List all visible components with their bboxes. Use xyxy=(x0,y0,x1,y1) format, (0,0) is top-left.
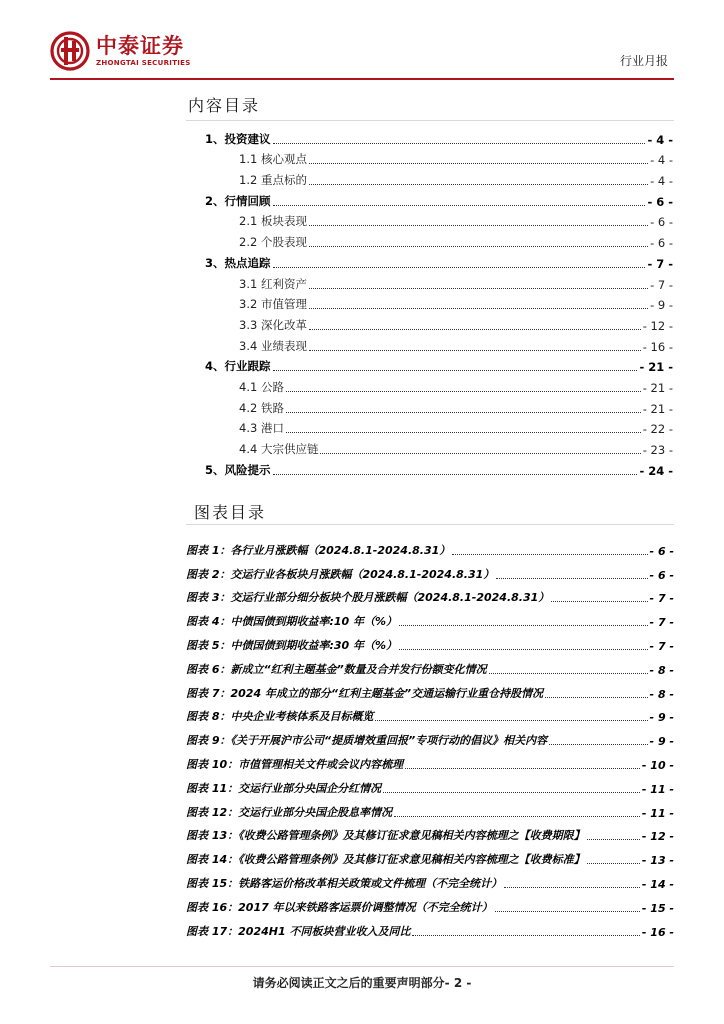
figure-entry-page: - 9 - xyxy=(649,735,674,749)
figure-entry-page: - 7 - xyxy=(649,639,674,653)
toc-subsection-link[interactable] xyxy=(205,209,673,230)
toc-entry-page: - 4 - xyxy=(650,174,673,189)
dot-leader xyxy=(587,828,640,840)
figure-entry-page: - 9 - xyxy=(649,711,674,725)
figure-list-link[interactable] xyxy=(186,534,674,558)
figure-entry-label: 图表 1：各行业月涨跌幅（2024.8.1-2024.8.31） xyxy=(186,543,451,557)
toc-subsection-link[interactable] xyxy=(205,333,673,354)
dot-leader xyxy=(286,421,641,433)
toc-subsection-link[interactable] xyxy=(205,229,673,250)
figure-list xyxy=(186,534,674,939)
toc-entry-page: - 4 - xyxy=(647,132,673,147)
figure-entry-label: 图表 12：交运行业部分央国企股息率情况 xyxy=(186,805,393,819)
figure-list-link[interactable] xyxy=(186,701,674,725)
footer-page-number: - 2 - xyxy=(444,976,472,990)
dot-leader xyxy=(399,614,648,626)
figure-list-link[interactable] xyxy=(186,843,674,867)
dot-leader xyxy=(394,805,640,817)
figure-entry-page: - 12 - xyxy=(641,830,674,844)
figure-entry-label: 图表 16：2017 年以来铁路客运票价调整情况（不完全统计） xyxy=(186,900,493,914)
figure-entry-label: 图表 7：2024 年成立的部分“红利主题基金”交通运输行业重仓持股情况 xyxy=(186,686,544,700)
figure-list-link[interactable] xyxy=(186,891,674,915)
toc-entry-label: 4.4 大宗供应链 xyxy=(239,442,319,456)
figure-entry-label: 图表 17：2024H1 不同板块营业收入及同比 xyxy=(186,924,411,938)
toc-subsection-link[interactable] xyxy=(205,167,673,188)
toc-section-link[interactable] xyxy=(205,188,673,209)
dot-leader xyxy=(452,543,647,555)
figure-entry-label: 图表 13：《收费公路管理条例》及其修订征求意见稿相关内容梳理之【收费期限】 xyxy=(186,829,585,843)
figure-entry-label: 图表 6：新成立“红利主题基金”数量及合并发行份额变化情况 xyxy=(186,662,487,676)
figure-list-link[interactable] xyxy=(186,748,674,772)
figure-entry-page: - 10 - xyxy=(641,758,674,772)
footer-divider xyxy=(50,966,674,967)
dot-leader xyxy=(273,256,646,268)
figure-entry-label: 图表 8：中央企业考核体系及目标概览 xyxy=(186,710,374,724)
toc-entry-page: - 7 - xyxy=(650,277,673,292)
toc-entry-label: 3.3 深化改革 xyxy=(239,317,307,332)
figure-entry-page: - 6 - xyxy=(649,544,674,558)
dot-leader xyxy=(320,442,640,454)
toc-entry-label: 3.1 红利资产 xyxy=(239,276,307,291)
toc-entry-page: - 23 - xyxy=(642,443,673,457)
dot-leader xyxy=(273,359,638,371)
toc-entry-label: 3.2 市值管理 xyxy=(239,297,307,312)
figure-entry-page: - 8 - xyxy=(649,687,674,701)
dot-leader xyxy=(587,852,640,864)
figure-list-link[interactable] xyxy=(186,820,674,844)
dot-leader xyxy=(405,757,640,769)
figure-list-title-divider xyxy=(186,524,674,525)
toc-entry-label: 3、热点追踪 xyxy=(205,255,271,270)
figure-entry-page: - 15 - xyxy=(641,901,674,915)
dot-leader xyxy=(273,194,646,206)
company-name-en: ZHONGTAI SECURITIES xyxy=(96,59,191,67)
toc-subsection-link[interactable] xyxy=(205,416,673,437)
dot-leader xyxy=(399,638,648,650)
dot-leader xyxy=(309,297,648,309)
toc-subsection-link[interactable] xyxy=(205,147,673,168)
figure-list-link[interactable] xyxy=(186,915,674,939)
figure-list-link[interactable] xyxy=(186,796,674,820)
toc-title: 内容目录 xyxy=(188,96,261,115)
dot-leader xyxy=(504,876,640,888)
dot-leader xyxy=(286,401,641,413)
figure-list-link[interactable] xyxy=(186,582,674,606)
toc-entry-page: - 22 - xyxy=(642,422,673,437)
toc-entry-page: - 21 - xyxy=(639,360,673,375)
table-of-contents xyxy=(205,126,673,478)
dot-leader xyxy=(309,214,648,226)
figure-list-link[interactable] xyxy=(186,629,674,653)
company-logo-icon xyxy=(50,31,90,71)
toc-entry-page: - 12 - xyxy=(642,318,673,333)
figure-entry-page: - 16 - xyxy=(641,925,674,939)
dot-leader xyxy=(309,277,648,289)
toc-subsection-link[interactable] xyxy=(205,395,673,416)
figure-entry-label: 图表 3：交运行业部分细分板块个股月涨跌幅（2024.8.1-2024.8.31） xyxy=(186,591,550,605)
figure-entry-label: 图表 14：《收费公路管理条例》及其修订征求意见稿相关内容梳理之【收费标准】 xyxy=(186,853,585,867)
toc-entry-page: - 7 - xyxy=(647,256,673,271)
toc-entry-label: 2、行情回顾 xyxy=(205,193,271,208)
figure-entry-label: 图表 4：中债国债到期收益率:10 年（%） xyxy=(186,615,398,629)
dot-leader xyxy=(273,463,638,475)
figure-list-link[interactable] xyxy=(186,724,674,748)
dot-leader xyxy=(309,339,641,351)
toc-subsection-link[interactable] xyxy=(205,374,673,395)
dot-leader xyxy=(551,590,647,602)
toc-section-link[interactable] xyxy=(205,250,673,271)
toc-section-link[interactable] xyxy=(205,354,673,375)
figure-entry-label: 图表 2：交运行业各板块月涨跌幅（2024.8.1-2024.8.31） xyxy=(186,567,495,581)
toc-entry-page: - 21 - xyxy=(642,401,673,416)
toc-entry-page: - 4 - xyxy=(650,153,673,168)
company-name-cn: 中泰证券 xyxy=(96,34,184,58)
toc-entry-label: 1.2 重点标的 xyxy=(239,173,307,188)
toc-entry-label: 1、投资建议 xyxy=(205,131,271,146)
dot-leader xyxy=(549,733,647,745)
toc-subsection-link[interactable] xyxy=(205,312,673,333)
figure-entry-label: 图表 5：中债国债到期收益率:30 年（%） xyxy=(186,638,398,652)
figure-list-link[interactable] xyxy=(186,605,674,629)
dot-leader xyxy=(309,318,641,330)
toc-entry-label: 2.1 板块表现 xyxy=(239,214,307,229)
toc-entry-page: - 24 - xyxy=(639,463,673,478)
figure-entry-page: - 8 - xyxy=(649,663,674,677)
figure-list-title: 图表目录 xyxy=(194,503,267,522)
footer xyxy=(0,974,724,991)
toc-entry-label: 3.4 业绩表现 xyxy=(239,338,307,353)
toc-entry-label: 4、行业跟踪 xyxy=(205,359,271,374)
figure-list-link[interactable] xyxy=(186,558,674,582)
figure-entry-page: - 7 - xyxy=(649,592,674,606)
figure-entry-label: 图表 11：交运行业部分央国企分红情况 xyxy=(186,781,382,795)
toc-entry-page: - 6 - xyxy=(650,215,673,230)
dot-leader xyxy=(489,662,648,674)
figure-entry-page: - 7 - xyxy=(649,616,674,630)
toc-entry-label: 4.1 公路 xyxy=(239,379,284,394)
figure-list-link[interactable] xyxy=(186,867,674,891)
toc-entry-page: - 9 - xyxy=(650,298,673,313)
toc-entry-page: - 6 - xyxy=(647,194,673,209)
dot-leader xyxy=(375,709,647,721)
dot-leader xyxy=(286,380,641,392)
figure-entry-page: - 13 - xyxy=(641,854,674,868)
footer-disclaimer: 请务必阅读正文之后的重要声明部分 xyxy=(252,976,445,990)
dot-leader xyxy=(309,152,648,164)
toc-entry-page: - 16 - xyxy=(642,339,673,354)
toc-entry-label: 4.2 铁路 xyxy=(239,400,284,415)
figure-entry-page: - 14 - xyxy=(641,877,674,891)
toc-entry-page: - 21 - xyxy=(642,380,673,395)
figure-list-link[interactable] xyxy=(186,772,674,796)
toc-entry-label: 4.3 港口 xyxy=(239,421,284,436)
dot-leader xyxy=(412,924,639,936)
toc-subsection-link[interactable] xyxy=(205,292,673,313)
figure-entry-page: - 6 - xyxy=(649,568,674,582)
figure-list-link[interactable] xyxy=(186,653,674,677)
figure-entry-page: - 11 - xyxy=(641,806,674,820)
toc-subsection-link[interactable] xyxy=(205,271,673,292)
toc-entry-label: 2.2 个股表现 xyxy=(239,235,307,250)
toc-section-link[interactable] xyxy=(205,457,673,478)
report-type: 行业月报 xyxy=(619,54,668,68)
figure-entry-label: 图表 9：《关于开展沪市公司“提质增效重回报”专项行动的倡议》相关内容 xyxy=(186,734,548,748)
dot-leader xyxy=(273,132,646,144)
figure-entry-page: - 11 - xyxy=(641,782,674,796)
header-divider xyxy=(50,78,674,80)
toc-entry-label: 5、风险提示 xyxy=(205,462,271,477)
dot-leader xyxy=(545,686,647,698)
toc-subsection-link[interactable] xyxy=(205,436,673,457)
toc-section-link[interactable] xyxy=(205,126,673,147)
dot-leader xyxy=(496,567,647,579)
dot-leader xyxy=(309,235,648,247)
figure-entry-label: 图表 15：铁路客运价格改革相关政策或文件梳理（不完全统计） xyxy=(186,876,503,890)
company-logo xyxy=(50,28,191,74)
toc-entry-page: - 6 - xyxy=(650,236,673,251)
dot-leader xyxy=(495,900,640,912)
toc-entry-label: 1.1 核心观点 xyxy=(239,152,307,167)
dot-leader xyxy=(383,781,640,793)
dot-leader xyxy=(309,173,648,185)
toc-title-divider xyxy=(186,120,674,121)
figure-list-link[interactable] xyxy=(186,677,674,701)
figure-entry-label: 图表 10：市值管理相关文件或会议内容梳理 xyxy=(186,757,404,771)
